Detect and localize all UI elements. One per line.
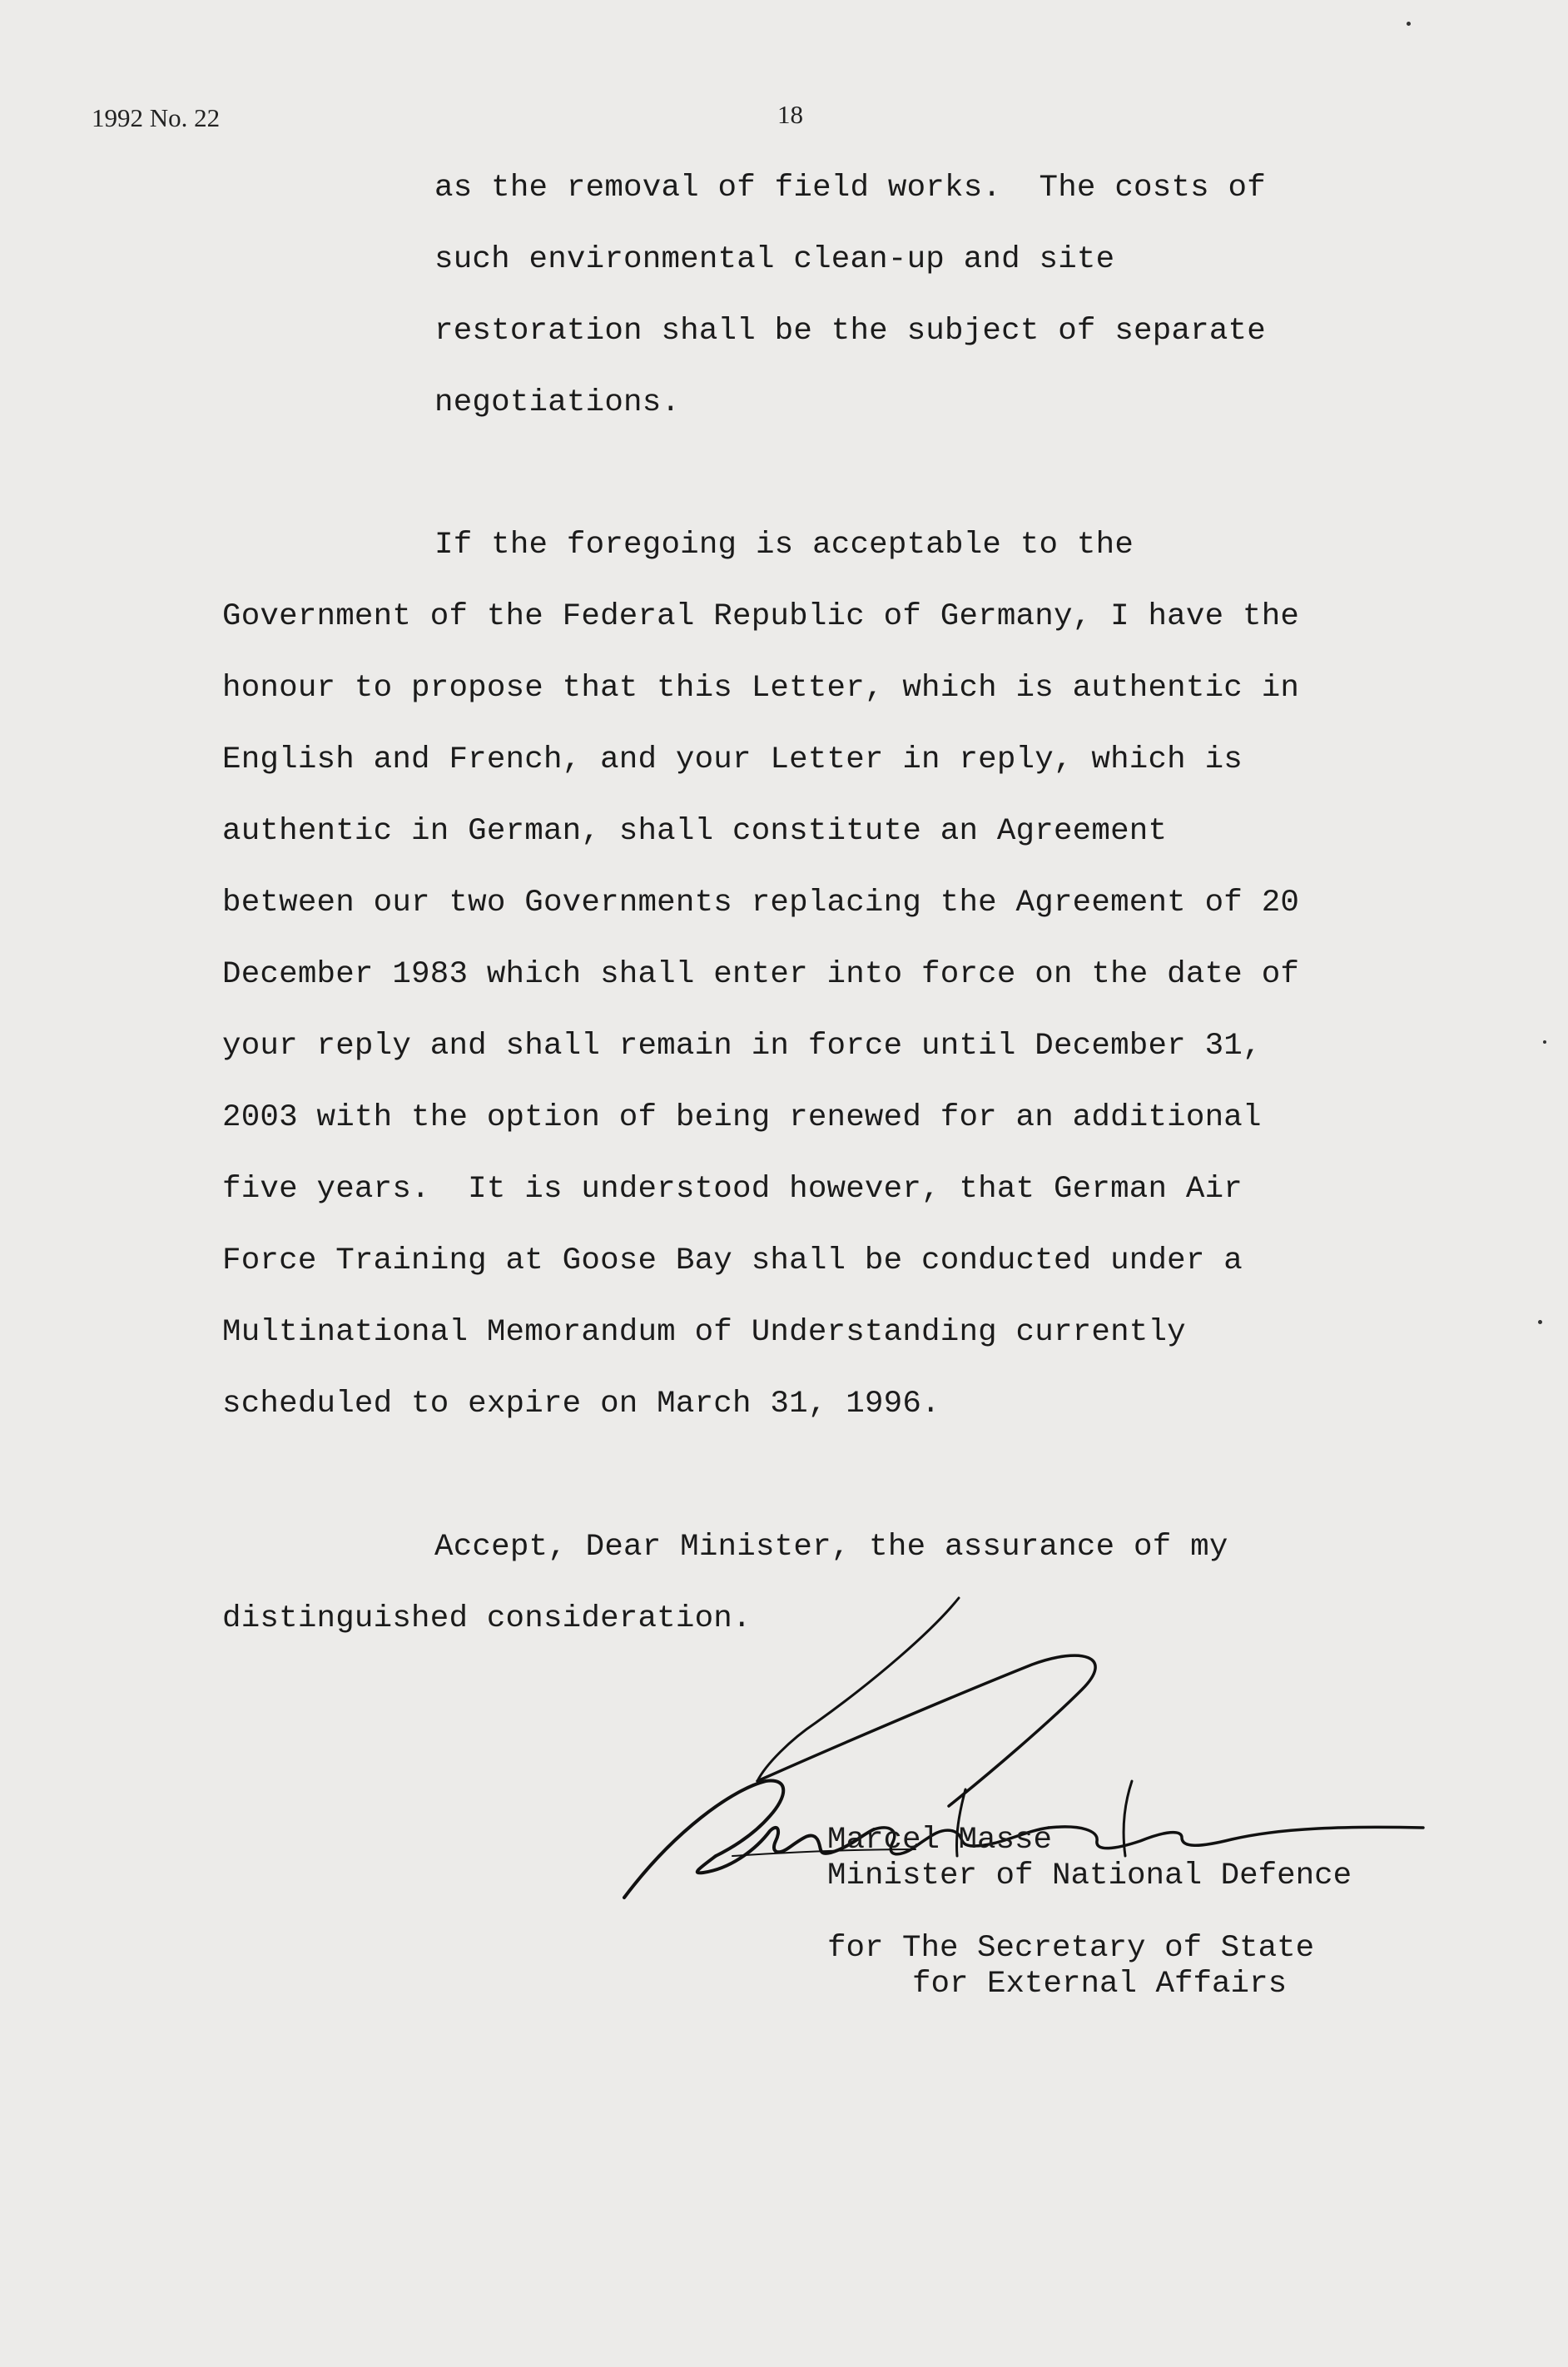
text-line: scheduled to expire on March 31, 1996. xyxy=(222,1387,940,1422)
text-line: Government of the Federal Republic of Germany, I have the xyxy=(222,599,1300,634)
scan-speck xyxy=(1407,22,1411,26)
text-line: Accept, Dear Minister, the assurance of my xyxy=(434,1530,1228,1565)
text-line: such environmental clean-up and site xyxy=(434,242,1115,277)
text-line: Force Training at Goose Bay shall be conducted under a xyxy=(222,1243,1243,1278)
document-reference: 1992 No. 22 xyxy=(92,103,221,132)
text-line: authentic in German, shall constitute an Agreement xyxy=(222,814,1168,849)
text-line: negotiations. xyxy=(434,385,681,420)
text-line: Multinational Memorandum of Understanding currently xyxy=(222,1315,1186,1350)
text-line: five years. It is understood however, that German Air xyxy=(222,1172,1243,1207)
page-number: 18 xyxy=(777,100,803,129)
scan-speck xyxy=(1543,1040,1546,1044)
signatory-title: Minister of National Defence xyxy=(827,1858,1352,1893)
text-line: distinguished consideration. xyxy=(222,1601,752,1636)
signatory-name: Marcel Masse xyxy=(827,1823,1053,1858)
text-line: English and French, and your Letter in reply, which is xyxy=(222,742,1243,777)
text-line: between our two Governments replacing the Agreement of 20 xyxy=(222,886,1300,920)
scan-speck xyxy=(1538,1320,1542,1324)
text-line: as the removal of field works. The costs of xyxy=(434,171,1266,206)
text-line: 2003 with the option of being renewed for an additional xyxy=(222,1100,1262,1135)
text-line: If the foregoing is acceptable to the xyxy=(434,528,1134,563)
signatory-on-behalf-line-2: for External Affairs xyxy=(912,1967,1288,2002)
text-line: your reply and shall remain in force until December 31, xyxy=(222,1029,1262,1064)
text-line: December 1983 which shall enter into force on the date of xyxy=(222,957,1300,992)
signatory-on-behalf-line-1: for The Secretary of State xyxy=(827,1931,1315,1966)
text-line: honour to propose that this Letter, which is authentic in xyxy=(222,671,1300,706)
text-line: restoration shall be the subject of separate xyxy=(434,314,1266,349)
